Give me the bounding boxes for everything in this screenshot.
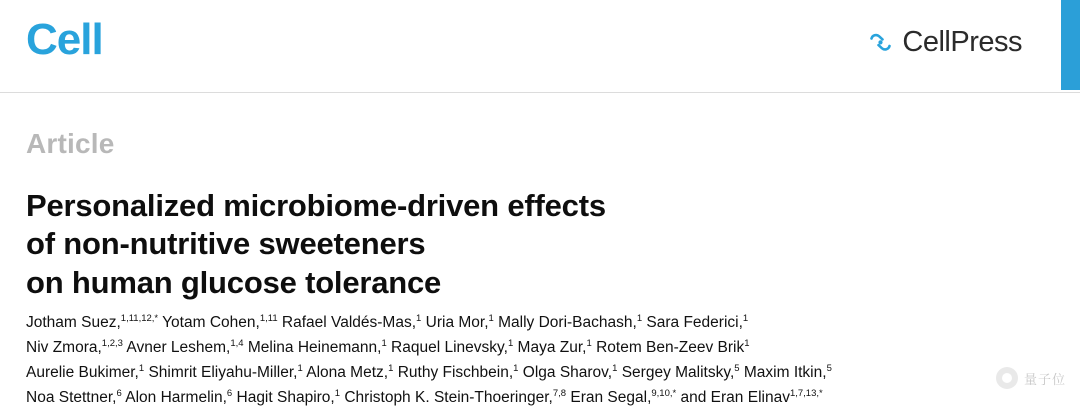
author-affiliation-marker: 5: [734, 363, 740, 375]
author-affiliation-marker: 5: [826, 363, 832, 375]
author-affiliation-marker: 1: [507, 337, 514, 349]
author-affiliation-marker: 6: [116, 388, 122, 400]
author-name: Jotham Suez,: [26, 314, 121, 331]
author-affiliation-marker: 1: [636, 312, 643, 324]
author-affiliation-marker: 9,10,*: [651, 388, 677, 400]
author-name: Christoph K. Stein-Thoeringer,: [344, 389, 553, 407]
author-name: Aurelie Bukimer,: [26, 364, 139, 382]
author-name: Avner Leshem,: [126, 339, 231, 357]
author-name: Melina Heinemann,: [247, 339, 382, 357]
author-name: Uria Mor,: [425, 314, 489, 331]
author-affiliation-marker: 1: [297, 363, 303, 375]
author-affiliation-marker: 1: [138, 363, 145, 375]
author-affiliation-marker: 1: [513, 363, 519, 375]
title-line-1: Personalized microbiome-driven effects: [26, 187, 606, 223]
journal-masthead: [0, 0, 1080, 93]
author-name: Mally Dori-Bachash,: [498, 314, 637, 331]
author-name: Rotem Ben-Zeev Brik: [596, 339, 745, 357]
author-affiliation-marker: 1,7,13,*: [789, 388, 823, 400]
author-affiliation-marker: 1: [416, 312, 422, 324]
author-affiliation-marker: 1: [488, 312, 494, 324]
author-affiliation-marker: 1,11: [259, 312, 278, 324]
cellpress-brand: [867, 28, 1022, 57]
cellpress-link-icon: [867, 29, 894, 56]
author-name: and Eran Elinav: [680, 389, 790, 407]
author-affiliation-marker: 1,4: [230, 337, 244, 349]
author-line: [26, 335, 1046, 360]
author-name: Alon Harmelin,: [125, 389, 227, 407]
author-name: Yotam Cohen,: [162, 314, 260, 331]
author-affiliation-marker: 1: [586, 337, 592, 349]
author-line: [26, 385, 1046, 410]
title-line-2: of non-nutritive sweeteners: [26, 226, 426, 262]
article-type-label: Article: [26, 128, 115, 159]
author-name: Maya Zur,: [517, 339, 587, 357]
author-name: Sergey Malitsky,: [621, 364, 735, 382]
author-name: Shimrit Eliyahu-Miller,: [148, 364, 298, 382]
author-affiliation-marker: 1,11,12,*: [120, 312, 159, 324]
author-affiliation-marker: 1: [744, 337, 750, 349]
author-name: Alona Metz,: [306, 364, 389, 382]
author-line: [26, 310, 1046, 335]
author-affiliation-marker: 1: [388, 363, 394, 375]
cellpress-wordmark: CellPress: [902, 26, 1022, 58]
page-title: [26, 187, 1036, 302]
author-affiliation-marker: 1,2,3: [101, 337, 123, 349]
watermark-icon: [996, 367, 1018, 389]
watermark-label: 量子位: [1023, 371, 1066, 387]
author-name: Hagit Shapiro,: [236, 389, 335, 407]
author-affiliation-marker: 6: [226, 388, 233, 400]
author-name: Noa Stettner,: [26, 389, 117, 407]
author-affiliation-marker: 1: [742, 312, 749, 324]
author-affiliation-marker: 7,8: [552, 388, 567, 400]
title-line-3: on human glucose tolerance: [26, 264, 442, 300]
author-affiliation-marker: 1: [381, 337, 387, 349]
author-name: Rafael Valdés-Mas,: [281, 314, 417, 331]
watermark: [996, 367, 1066, 389]
author-name: Olga Sharov,: [522, 364, 613, 382]
author-affiliation-marker: 1: [334, 388, 341, 400]
author-affiliation-marker: 1: [612, 363, 618, 375]
author-name: Raquel Linevsky,: [391, 339, 508, 357]
edge-tab: [1061, 0, 1080, 90]
author-list: [26, 310, 1046, 410]
author-name: Ruthy Fischbein,: [397, 364, 514, 382]
journal-logo: Cell: [26, 15, 103, 64]
author-name: Eran Segal,: [570, 389, 652, 407]
author-name: Niv Zmora,: [26, 339, 102, 357]
author-name: Maxim Itkin,: [743, 364, 827, 382]
author-line: [26, 360, 1046, 385]
author-name: Sara Federici,: [646, 314, 743, 331]
